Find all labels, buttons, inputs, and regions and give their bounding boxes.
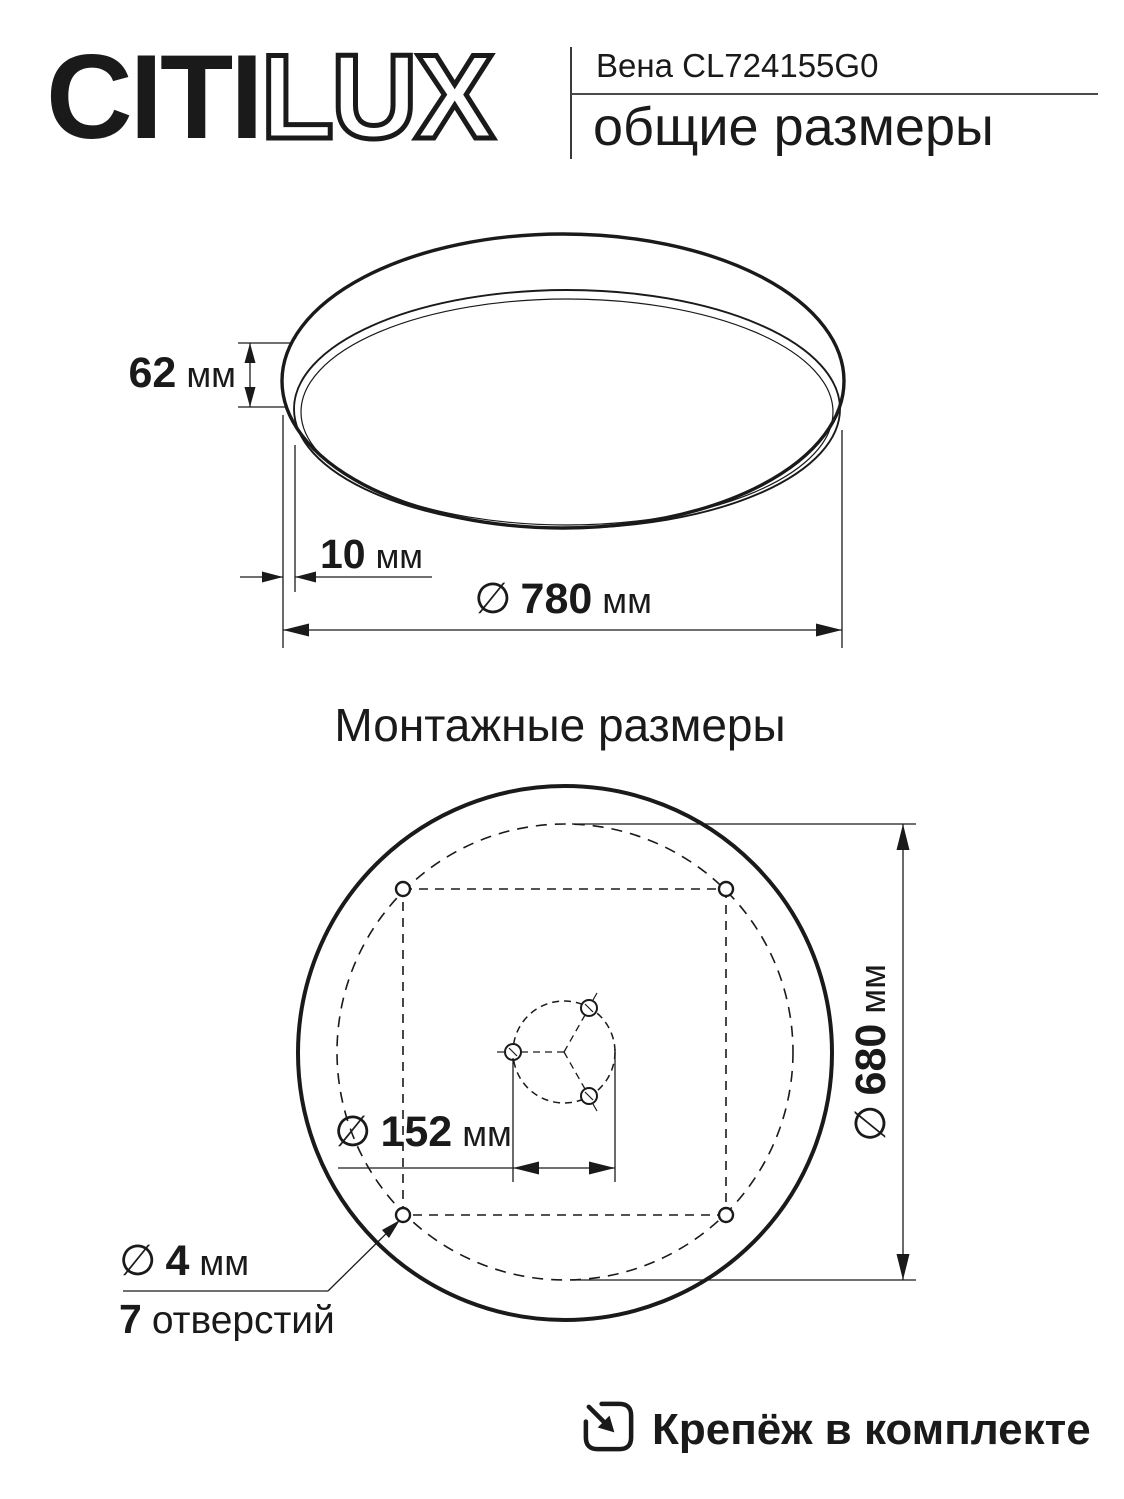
diameter-symbol: ∅ bbox=[847, 1104, 895, 1142]
brand-logo-solid: CITI bbox=[46, 30, 261, 164]
height-dimension-label: 62 мм bbox=[128, 349, 236, 397]
diameter-symbol: ∅ bbox=[119, 1237, 157, 1285]
mounting-view bbox=[298, 786, 832, 1320]
side-view-lamp bbox=[282, 234, 844, 528]
diameter-symbol: ∅ bbox=[474, 575, 512, 623]
center-mount-spokes bbox=[513, 1008, 589, 1096]
diameter-dimension-label: ∅ 780 мм bbox=[474, 575, 652, 623]
brand-logo-outline: LUX bbox=[260, 30, 492, 164]
hardware-included-icon bbox=[579, 1397, 638, 1456]
lamp-body-ellipse bbox=[282, 234, 844, 528]
edge-dimension-label: 10 мм bbox=[320, 531, 423, 577]
corner-hole bbox=[719, 1208, 733, 1222]
hardware-included-note: Крепёж в комплекте bbox=[652, 1405, 1091, 1454]
corner-hole bbox=[396, 882, 410, 896]
diameter-symbol: ∅ bbox=[334, 1108, 372, 1156]
product-title: Вена CL724155G0 bbox=[596, 47, 879, 84]
corner-hole bbox=[396, 1208, 410, 1222]
corner-hole bbox=[719, 882, 733, 896]
hole-diameter-label: ∅ 4 мм bbox=[119, 1237, 250, 1285]
center-circle-dimension-label: ∅ 152 мм bbox=[334, 1108, 512, 1156]
mounting-section-title: Монтажные размеры bbox=[334, 699, 786, 751]
holes-count-label: 7 отверстий bbox=[119, 1296, 335, 1342]
page-subtitle: общие размеры bbox=[593, 97, 994, 157]
mount-circle-dimension-label: ∅680мм bbox=[847, 964, 895, 1142]
